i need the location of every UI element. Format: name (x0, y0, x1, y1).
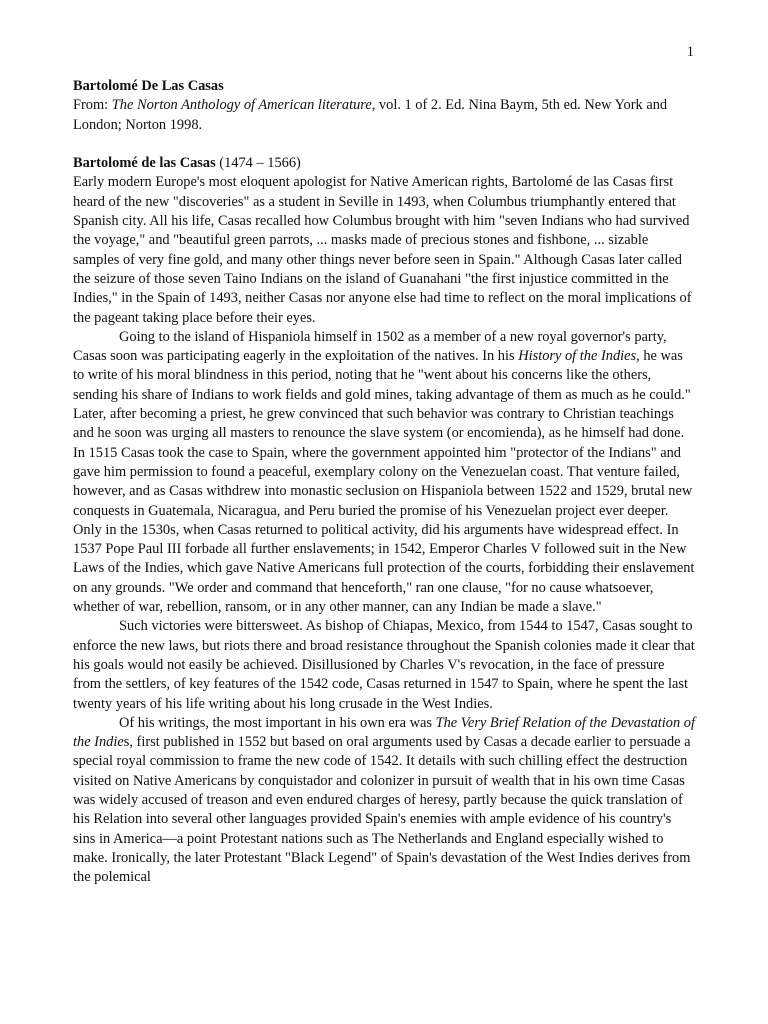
paragraph-2-rest: , he was to write of his moral blindness in this period, noting that he "went about his concerns like the others, sending his share of Indians to work fields and gold mines, taking advantage of them as much as he could." Later, after becoming a priest, he grew convinced that such behavior was contrary to Christian teachings and he soon was urging all masters to renounce the slave system (or encomienda), as he himself had done. In 1515 Casas took the case to Spain, where the government appointed him "protector of the Indians" and gave him permission to found a peaceful, exemplary colony on the Venezuelan coast. That venture failed, however, and as Casas withdrew into monastic seclusion on Hispaniola between 1522 and 1529, brutal new conquests in Guatemala, Nicaragua, and Peru buried the promise of his Venezuelan project ever deeper. Only in the 1530s, when Casas returned to political activity, did his arguments have widespread effect. In 1537 Pope Paul III forbade all further enslavements; in 1542, Emperor Charles V followed suit in the New Laws of the Indies, which gave Native Americans full protection of the courts, forbidding their enslavement on any grounds. "We order and command that henceforth," ran one clause, "for no cause whatsoever, whether of war, rebellion, ransom, or in any other manner, can any Indian be made a slave." (73, 348, 695, 616)
bio-name: Bartolomé de las Casas (73, 155, 216, 172)
document-body (73, 77, 695, 887)
paragraph-4-start: Of his writings, the most important in his own era was (119, 714, 436, 731)
paragraph-3: Such victories were bittersweet. As bishop of Chiapas, Mexico, from 1544 to 1547, Casas sought to enforce the new laws, but riots there and broad resistance throughout the Spanish colonies made it clear that his goals would not easily be achieved. Disillusioned by Charles V's revocation, in the face of pressure from the settlers, of key features of the 1542 code, Casas returned in 1547 to Spain, where he spent the last twenty years of his life writing about his long crusade in the West Indies. (73, 618, 695, 712)
source-details: , vol. 1 of 2. Ed. Nina Baym, 5th ed. New York and London; Norton 1998. (73, 97, 668, 133)
source-citation (73, 96, 695, 135)
bio-heading (73, 154, 695, 173)
paragraph-2-work-title: History of the Indies (518, 348, 637, 365)
document-title (73, 77, 695, 96)
bio-dates: (1474 – 1566) (215, 155, 301, 172)
paragraph-2-start: Going to the island of Hispaniola himself in 1502 as a member of a new royal governor's party, Casas soon was participating eagerly in the exploitation of the natives. In his (73, 328, 667, 365)
paragraph-2 (73, 328, 695, 617)
source-book-title: The Norton Anthology of American literature (111, 97, 372, 114)
page-number: 1 (686, 44, 694, 60)
paragraph-4-work-title: The Very Brief Relation of the Devastation of the Indie (73, 714, 695, 751)
paragraph-4-rest: s, first published in 1552 but based on oral arguments used by Casas a decade earlier to persuade a special royal commission to frame the new code of 1542. It details with such chilling effect the destruction visited on Native Americans by conquistador and colonizer in pursuit of wealth that in his own time Casas was widely accused of treason and even endured charges of heresy, partly because the quick translation of his Relation into several other languages provided Spain's enemies with ample evidence of his country's sins in America—a point Protestant nations such as The Netherlands and England especially wished to make. Ironically, the later Protestant "Black Legend" of Spain's devastation of the West Indies derives from the polemical (73, 734, 691, 886)
spacer (73, 135, 695, 154)
paragraph-1: Early modern Europe's most eloquent apologist for Native American rights, Bartolomé de las Casas first heard of the new "discoveries" as a student in Seville in 1493, when Columbus triumphantly entered that Spanish city. All his life, Casas recalled how Columbus brought with him "seven Indians who had survived the voyage," and "beautiful green parrots, ... masks made of precious stones and fishbone, ... sizable samples of very fine gold, and many other things never before seen in Spain." Although Casas later called the seizure of those seven Taino Indians on the island of Guanahani "the first injustice committed in the Indies," in the Spain of 1493, neither Casas nor anyone else had time to reflect on the moral implications of the pageant taking place before their eyes. (73, 174, 692, 326)
document-title-text: Bartolomé De Las Casas (73, 78, 224, 94)
source-prefix: From: (73, 97, 112, 114)
paragraph-4 (73, 714, 695, 888)
